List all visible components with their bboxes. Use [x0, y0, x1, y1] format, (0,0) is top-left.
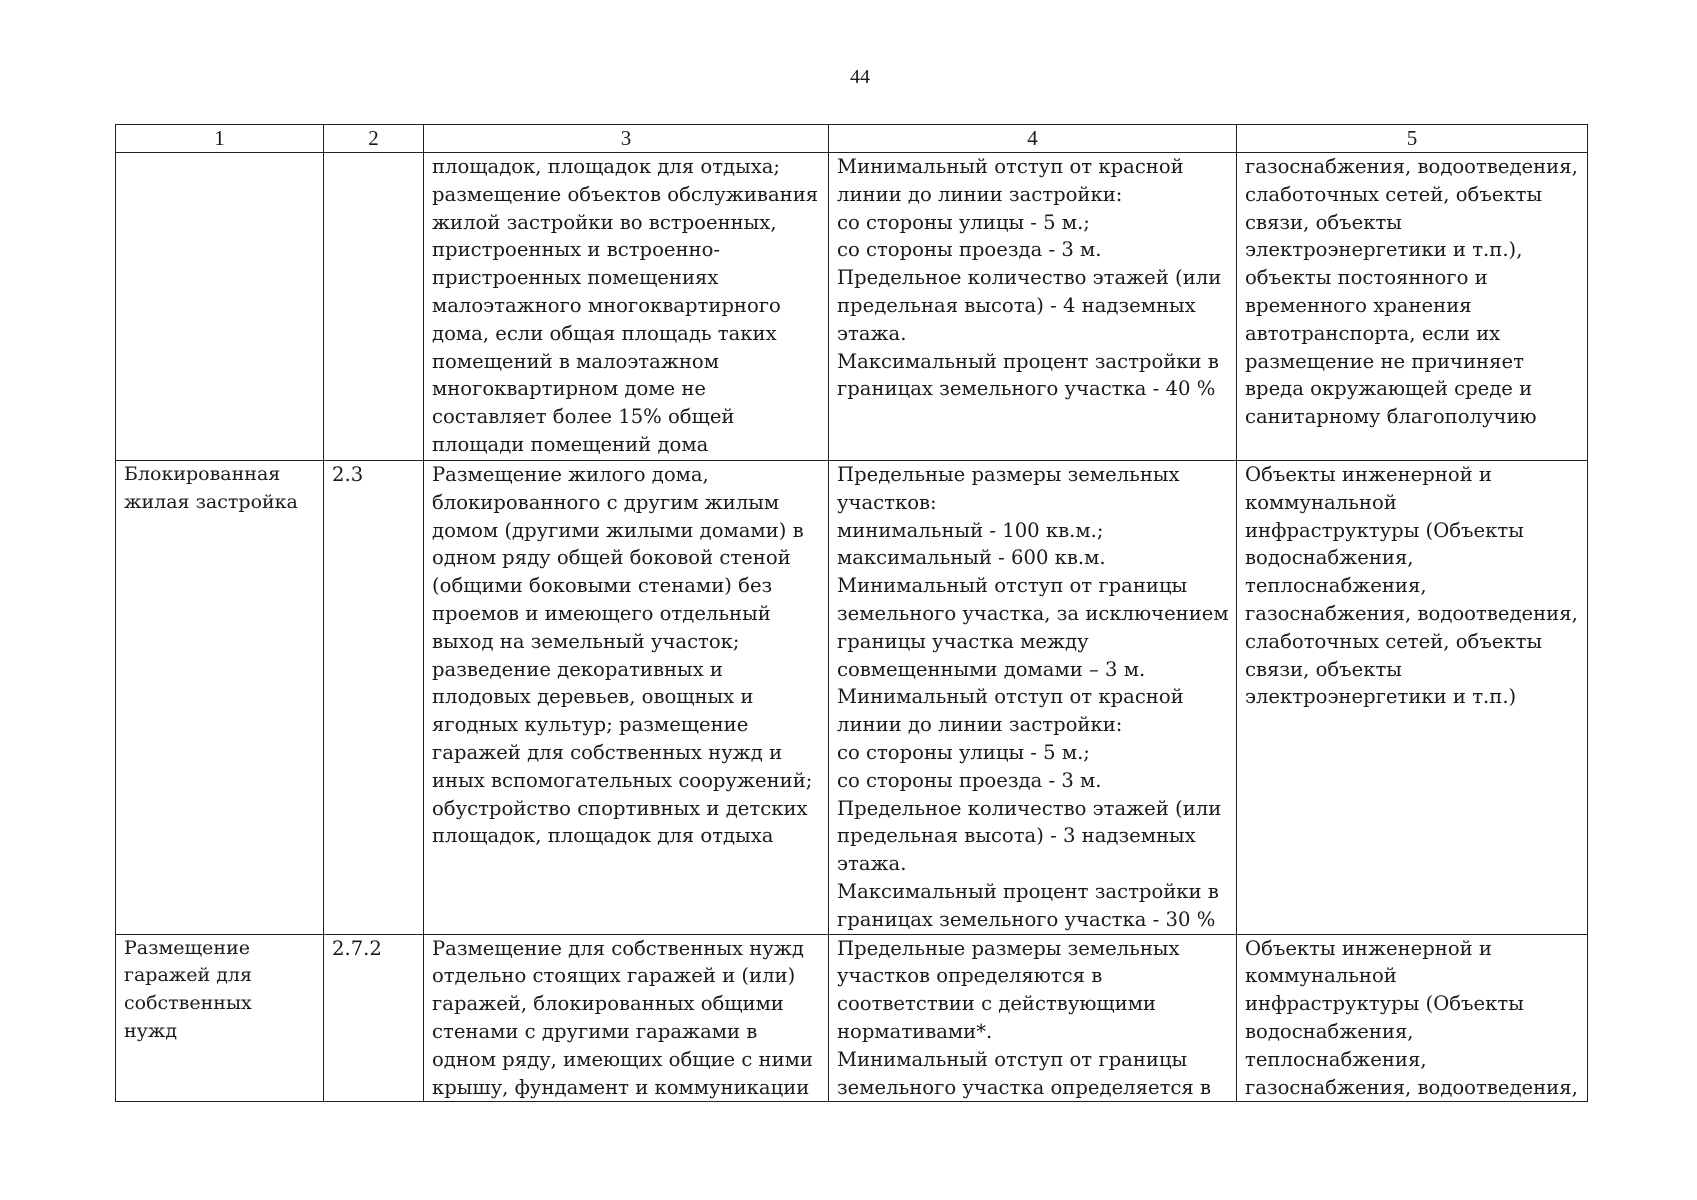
- description-cell: [424, 461, 829, 935]
- cell-line: нужд: [124, 1019, 178, 1042]
- cell-line: гаражей для собственных нужд и: [432, 740, 783, 764]
- cell-line: Минимальный отступ от границы: [837, 1047, 1188, 1071]
- cell-line: домом (другими жилыми домами) в: [432, 518, 804, 542]
- cell-line: жилая застройка: [124, 490, 298, 513]
- table-row: [116, 461, 1588, 935]
- header-cell: 1: [116, 125, 324, 153]
- auxiliary-uses-cell: [1237, 153, 1588, 461]
- cell-line: Предельные размеры земельных: [837, 936, 1180, 960]
- cell-line: водоснабжения,: [1245, 1019, 1414, 1043]
- table-header-row: [116, 125, 1588, 153]
- cell-line: нормативами*.: [837, 1019, 993, 1043]
- cell-line: площадок, площадок для отдыха: [432, 824, 774, 848]
- cell-line: Минимальный отступ от красной: [837, 685, 1184, 709]
- cell-line: максимальный - 600 кв.м.: [837, 546, 1106, 570]
- cell-line: Максимальный процент застройки в: [837, 349, 1219, 373]
- auxiliary-uses-cell: [1237, 461, 1588, 935]
- cell-line: границах земельного участка - 30 %: [837, 907, 1216, 931]
- cell-line: линии до линии застройки:: [837, 713, 1123, 737]
- cell-line: со стороны улицы - 5 м.;: [837, 740, 1090, 764]
- cell-line: газоснабжения, водоотведения,: [1245, 155, 1578, 178]
- cell-line: стенами с другими гаражами в: [432, 1019, 758, 1043]
- cell-line: площади помещений дома: [432, 432, 709, 456]
- cell-line: площадок, площадок для отдыха;: [432, 155, 781, 178]
- cell-line: размещение не причиняет: [1245, 349, 1524, 373]
- cell-line: со стороны улицы - 5 м.;: [837, 210, 1090, 234]
- cell-line: Размещение для собственных нужд: [432, 936, 804, 960]
- cell-line: обустройство спортивных и детских: [432, 796, 808, 820]
- cell-line: иных вспомогательных сооружений;: [432, 768, 813, 792]
- header-cell: 2: [324, 125, 424, 153]
- cell-line: жилой застройки во встроенных,: [432, 210, 777, 234]
- cell-line: минимальный - 100 кв.м.;: [837, 518, 1104, 542]
- cell-line: газоснабжения, водоотведения,: [1245, 1075, 1578, 1099]
- cell-line: санитарному благополучию: [1245, 405, 1537, 429]
- cell-line: временного хранения: [1245, 293, 1472, 317]
- cell-line: отдельно стоящих гаражей и (или): [432, 964, 796, 988]
- cell-line: участков определяются в: [837, 964, 1103, 988]
- cell-line: Минимальный отступ от красной: [837, 155, 1184, 178]
- cell-line: теплоснабжения,: [1245, 1047, 1427, 1071]
- cell-line: Размещение жилого дома,: [432, 463, 709, 486]
- parameters-cell: [829, 934, 1237, 1102]
- cell-line: ягодных культур; размещение: [432, 713, 749, 737]
- cell-line: Объекты инженерной и: [1245, 936, 1492, 960]
- cell-line: (общими боковыми стенами) без: [432, 574, 773, 598]
- land-use-table: [115, 124, 1588, 1102]
- description-cell: [424, 153, 829, 461]
- table-row: [116, 153, 1588, 461]
- cell-line: слаботочных сетей, объекты: [1245, 182, 1543, 206]
- cell-line: гаражей для: [124, 964, 252, 987]
- header-cell: 5: [1237, 125, 1588, 153]
- cell-line: инфраструктуры (Объекты: [1245, 992, 1524, 1016]
- cell-line: Предельное количество этажей (или: [837, 266, 1222, 290]
- page-number: 44: [850, 66, 870, 88]
- cell-line: выход на земельный участок;: [432, 629, 740, 653]
- cell-line: инфраструктуры (Объекты: [1245, 518, 1524, 542]
- use-type-cell: [116, 934, 324, 1102]
- description-cell: [424, 934, 829, 1102]
- cell-line: блокированного с другим жилым: [432, 490, 780, 514]
- cell-line: собственных: [124, 992, 252, 1015]
- cell-line: предельная высота) - 4 надземных: [837, 293, 1196, 317]
- cell-line: разведение декоративных и: [432, 657, 723, 681]
- cell-line: газоснабжения, водоотведения,: [1245, 601, 1578, 625]
- header-cell: 4: [829, 125, 1237, 153]
- cell-line: этажа.: [837, 321, 907, 345]
- cell-line: совмещенными домами – 3 м.: [837, 657, 1146, 681]
- cell-line: земельного участка, за исключением: [837, 601, 1229, 625]
- cell-line: связи, объекты: [1245, 657, 1402, 681]
- cell-line: пристроенных помещениях: [432, 266, 719, 290]
- parameters-cell: [829, 153, 1237, 461]
- cell-line: одном ряду, имеющих общие с ними: [432, 1047, 813, 1071]
- code-cell: [324, 153, 424, 461]
- cell-line: вреда окружающей среде и: [1245, 377, 1533, 401]
- cell-line: помещений в малоэтажном: [432, 349, 719, 373]
- cell-line: коммунальной: [1245, 490, 1397, 514]
- cell-line: со стороны проезда - 3 м.: [837, 768, 1102, 792]
- cell-line: электроэнергетики и т.п.),: [1245, 238, 1523, 262]
- cell-line: Предельные размеры земельных: [837, 463, 1180, 486]
- cell-line: плодовых деревьев, овощных и: [432, 685, 754, 709]
- cell-line: Минимальный отступ от границы: [837, 574, 1188, 598]
- cell-line: Максимальный процент застройки в: [837, 879, 1219, 903]
- cell-line: 2.3: [332, 463, 364, 486]
- auxiliary-uses-cell: [1237, 934, 1588, 1102]
- cell-line: водоснабжения,: [1245, 546, 1414, 570]
- cell-line: 2.7.2: [332, 936, 382, 960]
- cell-line: Размещение: [124, 936, 250, 959]
- code-cell: [324, 461, 424, 935]
- cell-line: линии до линии застройки:: [837, 182, 1123, 206]
- cell-line: участков:: [837, 490, 937, 514]
- cell-line: границах земельного участка - 40 %: [837, 377, 1216, 401]
- cell-line: Предельное количество этажей (или: [837, 796, 1222, 820]
- cell-line: объекты постоянного и: [1245, 266, 1488, 290]
- cell-line: крышу, фундамент и коммуникации: [432, 1075, 810, 1099]
- use-type-cell: [116, 153, 324, 461]
- cell-line: гаражей, блокированных общими: [432, 992, 784, 1016]
- cell-line: со стороны проезда - 3 м.: [837, 238, 1102, 262]
- use-type-cell: [116, 461, 324, 935]
- cell-line: автотранспорта, если их: [1245, 321, 1501, 345]
- cell-line: границы участка между: [837, 629, 1089, 653]
- cell-line: коммунальной: [1245, 964, 1397, 988]
- cell-line: связи, объекты: [1245, 210, 1402, 234]
- cell-line: Блокированная: [124, 463, 281, 485]
- cell-line: земельного участка определяется в: [837, 1075, 1212, 1099]
- cell-line: этажа.: [837, 852, 907, 876]
- table-row: [116, 934, 1588, 1102]
- cell-line: одном ряду общей боковой стеной: [432, 546, 791, 570]
- cell-line: соответствии с действующими: [837, 992, 1156, 1016]
- cell-line: пристроенных и встроенно-: [432, 238, 721, 262]
- cell-line: составляет более 15% общей: [432, 405, 735, 429]
- cell-line: многоквартирном доме не: [432, 377, 707, 401]
- cell-line: электроэнергетики и т.п.): [1245, 685, 1517, 709]
- header-cell: 3: [424, 125, 829, 153]
- cell-line: Объекты инженерной и: [1245, 463, 1492, 486]
- cell-line: предельная высота) - 3 надземных: [837, 824, 1196, 848]
- cell-line: размещение объектов обслуживания: [432, 182, 819, 206]
- cell-line: дома, если общая площадь таких: [432, 321, 777, 345]
- parameters-cell: [829, 461, 1237, 935]
- cell-line: теплоснабжения,: [1245, 574, 1427, 598]
- cell-line: слаботочных сетей, объекты: [1245, 629, 1543, 653]
- code-cell: [324, 934, 424, 1102]
- cell-line: проемов и имеющего отдельный: [432, 601, 771, 625]
- cell-line: малоэтажного многоквартирного: [432, 293, 781, 317]
